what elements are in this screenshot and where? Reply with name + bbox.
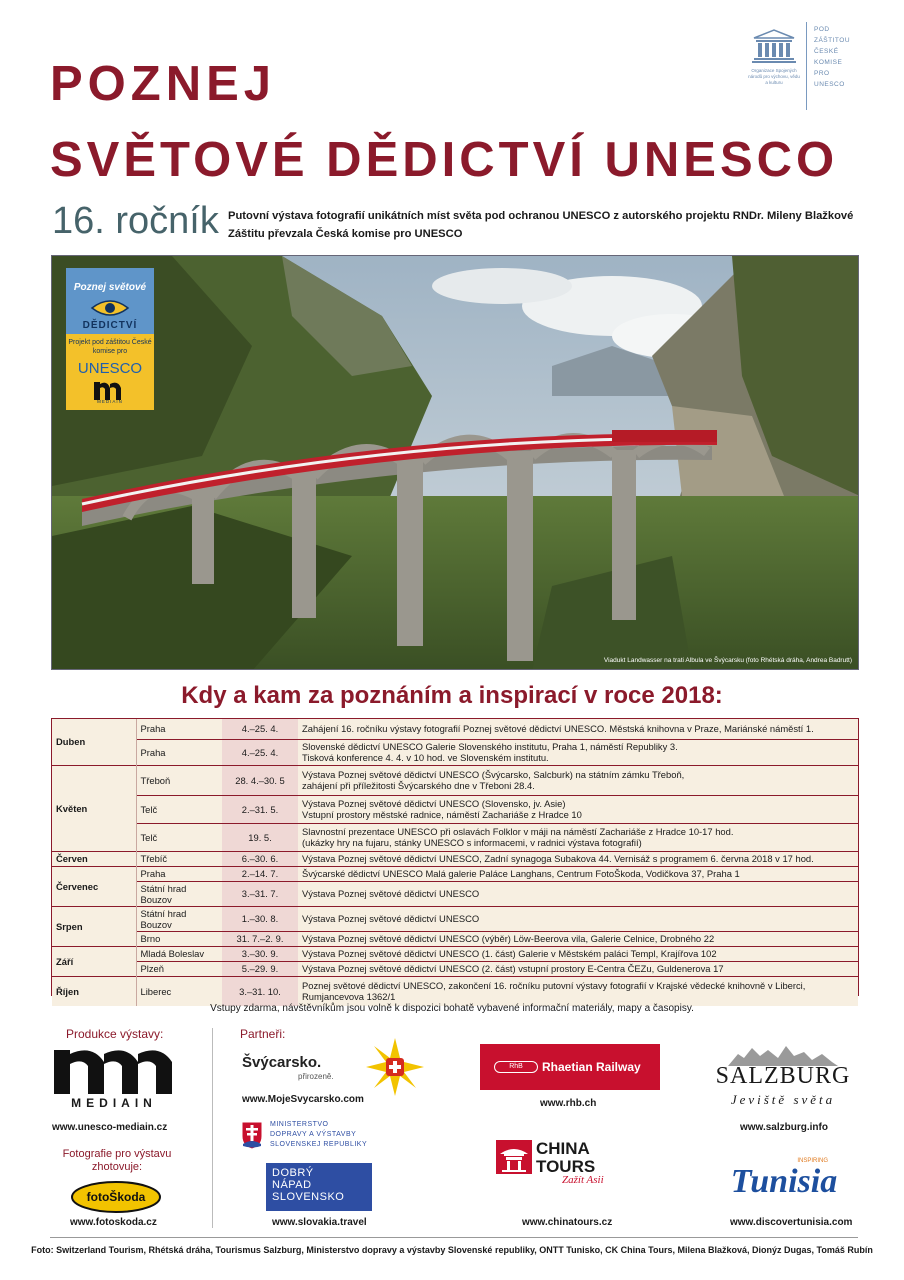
production-title: Produkce výstavy:	[66, 1027, 164, 1041]
china-line1: CHINA	[536, 1139, 590, 1158]
credits-divider	[50, 1237, 858, 1238]
table-row	[52, 823, 858, 851]
ministry-line: MINISTERSTVO	[270, 1121, 329, 1128]
desc-line: Výstava Poznej světové dědictví UNESCO (Švýcarsko, Salcburk) na státním zámku Třeboň,	[302, 769, 685, 780]
schedule-heading: Kdy a kam za poznáním a inspirací v roce 2018:	[181, 682, 723, 709]
place-cell: Telč	[136, 823, 222, 851]
place-cell: Praha	[136, 739, 222, 765]
fotoskoda-logo-text: fotoŠkoda	[86, 1190, 146, 1204]
tunisia-tag: INSPIRING	[797, 1158, 828, 1164]
chinatours-url[interactable]: www.chinatours.cz	[522, 1217, 613, 1228]
rhb-mark: RhB	[494, 1061, 538, 1073]
desc-cell	[298, 931, 858, 946]
mediain-m-icon	[94, 380, 126, 400]
table-row	[52, 795, 858, 823]
table-row	[52, 881, 858, 906]
badge-line3: Projekt pod záštitou České komise pro	[68, 339, 152, 355]
china-tours-name	[536, 1140, 595, 1176]
dobry-napad-logo	[266, 1163, 372, 1211]
schedule-table	[52, 719, 858, 1006]
table-row	[52, 866, 858, 881]
place-cell: Praha	[136, 866, 222, 881]
desc-line: Slavnostní prezentace UNESCO při oslavách Folklor v máji na náměstí Zachariáše z Hradce 10-17 hod.	[302, 826, 734, 837]
place-cell: Plzeň	[136, 961, 222, 976]
badge-line2: DĚDICTVÍ	[82, 320, 138, 331]
month-cell: Květen	[52, 765, 136, 851]
date-cell: 6.–30. 6.	[222, 851, 298, 866]
place-cell: Státní hrad Bouzov	[136, 906, 222, 931]
partners-title: Partneři:	[240, 1027, 286, 1041]
date-cell: 3.–30. 9.	[222, 946, 298, 961]
place-cell: Mladá Boleslav	[136, 946, 222, 961]
desc-line: Vstupní prostory městské radnice, náměstí Zachariáše z Hradce 10	[302, 809, 582, 820]
date-cell: 2.–14. 7.	[222, 866, 298, 881]
table-row	[52, 906, 858, 931]
ministry-logo	[240, 1120, 400, 1160]
table-row	[52, 931, 858, 946]
desc-line: Poznej světové dědictví UNESCO, zakončení 16. ročníku putovní výstavy fotografií v Krajské vědecké knihovně v Liberci,	[302, 980, 806, 992]
subtitle-line2: Záštitu převzala Česká komise pro UNESCO	[228, 228, 463, 240]
month-cell: Srpen	[52, 906, 136, 946]
rhb-text: Rhaetian Railway	[542, 1060, 641, 1074]
desc-cell	[298, 851, 858, 866]
desc-cell	[298, 739, 858, 765]
unesco-logo	[748, 18, 860, 114]
desc-line: Švýcarské dědictví UNESCO Malá galerie Paláce Langhans, Centrum FotoŠkoda, Vodičkova 37, Praha 1	[302, 868, 740, 879]
unesco-right-line: ČESKÉ	[814, 48, 839, 55]
date-cell: 1.–30. 8.	[222, 906, 298, 931]
place-cell: Praha	[136, 719, 222, 739]
china-line2: TOURS	[536, 1157, 596, 1176]
unesco-right-line: POD	[814, 26, 830, 33]
photo-caption: Viadukt Landwasser na trati Albula ve Švýcarsku (foto Rhétská dráha, Andrea Badrutt)	[603, 657, 852, 664]
desc-cell	[298, 946, 858, 961]
slovakia-url[interactable]: www.slovakia.travel	[272, 1217, 367, 1228]
tunisia-word: Tunisia	[730, 1163, 838, 1200]
month-cell: Duben	[52, 719, 136, 765]
place-cell: Telč	[136, 795, 222, 823]
month-cell: Říjen	[52, 976, 136, 1006]
dobry-line: SLOVENSKO	[272, 1191, 345, 1203]
desc-line: zahájení při příležitosti Švýcarského dne v Třeboni 28.4.	[302, 780, 535, 791]
desc-line: Rumjancevova 1362/1	[302, 991, 396, 1003]
date-cell: 31. 7.–2. 9.	[222, 931, 298, 946]
edition-label: 16. ročník	[52, 200, 219, 242]
place-cell: Státní hrad Bouzov	[136, 881, 222, 906]
desc-line: Výstava Poznej světové dědictví UNESCO (Slovensko, jv. Asie)	[302, 798, 566, 809]
month-cell: Září	[52, 946, 136, 976]
table-row	[52, 719, 858, 739]
photos-title: Fotografie pro výstavu zhotovuje:	[62, 1148, 172, 1173]
ministry-text	[270, 1120, 367, 1150]
desc-line: Zahájení 16. ročníku výstavy fotografií Poznej světové dědictví UNESCO. Městská knihovna v Praze, Mariánské náměstí 1.	[302, 723, 814, 735]
desc-cell	[298, 881, 858, 906]
ministry-line: SLOVENSKEJ REPUBLIKY	[270, 1141, 368, 1148]
unesco-divider	[806, 22, 807, 110]
unesco-temple-icon	[750, 28, 798, 64]
desc-cell	[298, 795, 858, 823]
photo-credits: Foto: Switzerland Tourism, Rhétská dráha, Tourismus Salzburg, Ministerstvo dopravy a výstavby Slovenské republiky, ONTT Tunisko, CK China Tours, Milena Blažková, Dionýz Dugas, Tomáš Rubín	[31, 1245, 873, 1255]
admission-note: Vstupy zdarma, návštěvníkům jsou volně k dispozici bohatě vybavené informační materiály, mapy a časopisy.	[210, 1003, 694, 1014]
table-row	[52, 739, 858, 765]
date-cell: 2.–31. 5.	[222, 795, 298, 823]
desc-line: Výstava Poznej světové dědictví UNESCO	[302, 888, 480, 899]
poznej-badge	[66, 268, 154, 410]
table-row	[52, 946, 858, 961]
rhb-url[interactable]: www.rhb.ch	[540, 1098, 597, 1109]
date-cell: 19. 5.	[222, 823, 298, 851]
desc-cell	[298, 823, 858, 851]
date-cell: 4.–25. 4.	[222, 739, 298, 765]
date-cell: 3.–31. 7.	[222, 881, 298, 906]
fotoskoda-logo	[70, 1180, 162, 1214]
dobry-line: NÁPAD	[272, 1179, 312, 1191]
svycarsko-logo	[240, 1038, 430, 1098]
salzburg-url[interactable]: www.salzburg.info	[740, 1122, 828, 1133]
salzburg-sub: Jeviště světa	[730, 1092, 836, 1107]
table-row	[52, 976, 858, 1006]
swiss-flower-icon	[366, 1038, 424, 1096]
badge-line1: Poznej světové	[73, 282, 147, 293]
eye-icon	[90, 298, 130, 318]
desc-line: Tisková konference 4. 4. v 10 hod. ve Slovenském institutu.	[302, 752, 549, 763]
salzburg-word: SALZBURG	[715, 1063, 851, 1089]
desc-cell	[298, 719, 858, 739]
month-cell: Červenec	[52, 866, 136, 906]
table-row	[52, 851, 858, 866]
title-line1: POZNEJ	[50, 57, 277, 111]
china-tours-logo	[496, 1140, 656, 1200]
unesco-right-text	[814, 24, 850, 90]
desc-cell	[298, 976, 858, 1006]
unesco-right-line: KOMISE	[814, 59, 843, 66]
unesco-right-line: ZÁŠTITOU	[814, 37, 851, 44]
title-line2: SVĚTOVÉ DĚDICTVÍ UNESCO	[50, 133, 839, 187]
svycarsko-sub: přirozeně.	[298, 1072, 334, 1081]
subtitle-line1: Putovní výstava fotografií unikátních míst světa pod ochranou UNESCO z autorského projektu RNDr. Mileny Blažkové	[228, 210, 854, 222]
date-cell: 3.–31. 10.	[222, 976, 298, 1006]
desc-line: Výstava Poznej světové dědictví UNESCO (výběr) Löw-Beerova vila, Galerie Celnice, Drobného 22	[302, 933, 715, 944]
mediain-url[interactable]: www.unesco-mediain.cz	[52, 1122, 168, 1133]
unesco-small-text: Organizace Spojených národů pro výchovu, vědu a kulturu	[748, 68, 800, 85]
svycarsko-text: Švýcarsko.	[242, 1054, 322, 1071]
desc-line: Výstava Poznej světové dědictví UNESCO	[302, 913, 480, 924]
desc-line: Výstava Poznej světové dědictví UNESCO (2. část) vstupní prostory E-Centra ČEZu, Guldenerova 17	[302, 963, 724, 974]
date-cell: 4.–25. 4.	[222, 719, 298, 739]
hero-photo	[51, 255, 859, 670]
desc-cell	[298, 866, 858, 881]
place-cell: Třebíč	[136, 851, 222, 866]
unesco-right-line: UNESCO	[814, 81, 845, 88]
place-cell: Třeboň	[136, 765, 222, 795]
svycarsko-url[interactable]: www.MojeSvycarsko.com	[242, 1094, 364, 1105]
unesco-right-line: PRO	[814, 70, 830, 77]
table-row	[52, 961, 858, 976]
place-cell: Liberec	[136, 976, 222, 1006]
desc-line: Výstava Poznej světové dědictví UNESCO (1. část) Galerie v Městském paláci Templ, Krajířova 102	[302, 948, 717, 959]
ministry-line: DOPRAVY A VÝSTAVBY	[270, 1131, 357, 1138]
china-tagline: Zažít Asii	[562, 1174, 604, 1186]
dobry-line: DOBRÝ	[272, 1167, 314, 1179]
month-cell: Červen	[52, 851, 136, 866]
pagoda-icon	[496, 1140, 532, 1174]
date-cell: 28. 4.–30. 5	[222, 765, 298, 795]
desc-line: Výstava Poznej světové dědictví UNESCO, Zadní synagoga Subakova 44. Vernisáž s programem 6. června 2018 v 17 hod.	[302, 853, 814, 864]
desc-line: Slovenské dědictví UNESCO Galerie Slovenského institutu, Praha 1, náměstí Republiky 3.	[302, 741, 678, 752]
fotoskoda-url[interactable]: www.fotoskoda.cz	[70, 1217, 157, 1228]
desc-cell	[298, 765, 858, 795]
slovak-coat-of-arms-icon	[240, 1120, 264, 1150]
tunisia-url[interactable]: www.discovertunisia.com	[730, 1217, 853, 1228]
place-cell: Brno	[136, 931, 222, 946]
date-cell: 5.–29. 9.	[222, 961, 298, 976]
desc-line: (ukázky hry na fujaru, stánky UNESCO s informacemi, v radnici výstava fotografií)	[302, 837, 642, 848]
badge-line4: UNESCO	[77, 360, 143, 377]
tunisia-logo	[710, 1148, 858, 1204]
table-row	[52, 765, 858, 795]
viaduct-illustration	[52, 256, 859, 670]
footer-divider	[212, 1028, 213, 1228]
rhb-logo	[480, 1044, 660, 1090]
desc-cell	[298, 906, 858, 931]
badge-line5: MEDIAIN	[97, 399, 123, 404]
mediain-word: MEDIAIN	[71, 1096, 157, 1110]
desc-cell	[298, 961, 858, 976]
